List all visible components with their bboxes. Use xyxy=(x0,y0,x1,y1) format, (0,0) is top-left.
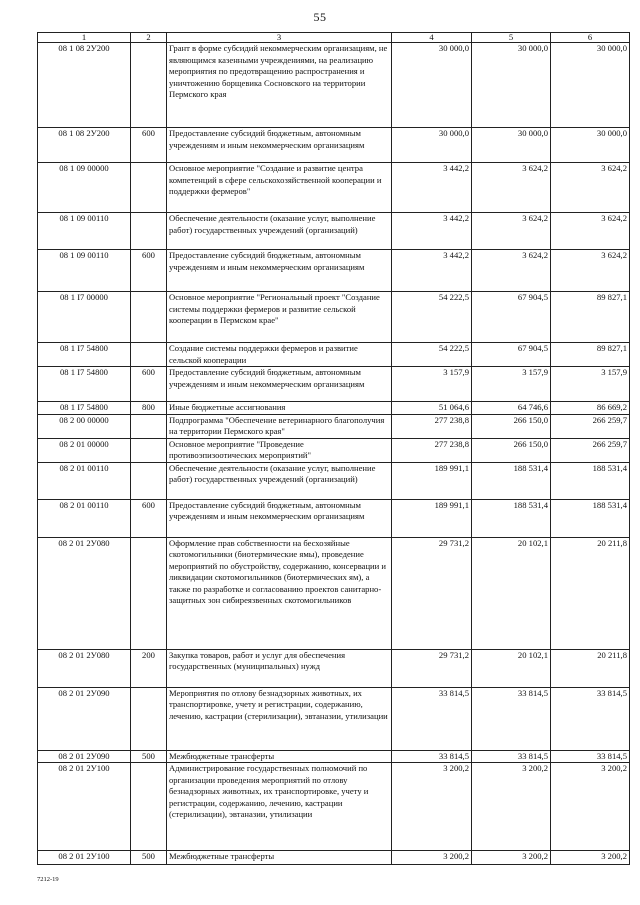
amount-year3-cell: 3 624,2 xyxy=(551,250,630,292)
amount-year1-cell: 189 991,1 xyxy=(392,499,472,537)
amount-year2-cell: 3 200,2 xyxy=(472,851,551,865)
kbk-code-cell: 08 2 01 2У080 xyxy=(38,649,131,687)
table-row xyxy=(38,499,630,537)
amount-year3-cell: 3 624,2 xyxy=(551,213,630,250)
table-row xyxy=(38,414,630,438)
amount-year1-cell: 189 991,1 xyxy=(392,462,472,499)
item-name-cell: Оформление прав собственности на бесхозяйные скотомогильники (биотермические ямы), проведение мероприятий по обустройству, содержанию, консервации и ликвидации скотомогильников (биотермических ям), а также по разработке и согласованию проектов санитарно-защитных зон сибиреязвенных скотомогильников xyxy=(167,537,392,649)
page-number: 55 xyxy=(313,10,327,24)
amount-year2-cell: 3 624,2 xyxy=(472,213,551,250)
amount-year2-cell: 3 200,2 xyxy=(472,763,551,851)
table-row xyxy=(38,687,630,750)
table-row xyxy=(38,163,630,213)
amount-year3-cell: 30 000,0 xyxy=(551,43,630,128)
amount-year1-cell: 277 238,8 xyxy=(392,414,472,438)
item-name-cell: Основное мероприятие "Создание и развитие центра компетенций в сфере сельскохозяйственной кооперации и поддержки фермеров" xyxy=(167,163,392,213)
item-name-cell: Предоставление субсидий бюджетным, автономным учреждениям и иным некоммерческим организациям xyxy=(167,367,392,402)
amount-year2-cell: 64 746,6 xyxy=(472,402,551,415)
expense-type-cell: 600 xyxy=(131,250,167,292)
kbk-code-cell: 08 1 09 00000 xyxy=(38,163,131,213)
amount-year3-cell: 188 531,4 xyxy=(551,462,630,499)
amount-year1-cell: 3 442,2 xyxy=(392,250,472,292)
item-name-cell: Обеспечение деятельности (оказание услуг, выполнение работ) государственных учреждений (организаций) xyxy=(167,462,392,499)
amount-year2-cell: 30 000,0 xyxy=(472,43,551,128)
expense-type-cell xyxy=(131,687,167,750)
table-row xyxy=(38,462,630,499)
item-name-cell: Межбюджетные трансферты xyxy=(167,851,392,865)
amount-year3-cell: 3 157,9 xyxy=(551,367,630,402)
amount-year3-cell: 89 827,1 xyxy=(551,292,630,343)
column-header: 1 xyxy=(38,33,131,43)
amount-year2-cell: 20 102,1 xyxy=(472,537,551,649)
item-name-cell: Предоставление субсидий бюджетным, автономным учреждениям и иным некоммерческим организациям xyxy=(167,499,392,537)
amount-year3-cell: 3 200,2 xyxy=(551,851,630,865)
item-name-cell: Обеспечение деятельности (оказание услуг, выполнение работ) государственных учреждений (организаций) xyxy=(167,213,392,250)
kbk-code-cell: 08 1 08 2У200 xyxy=(38,43,131,128)
table-row xyxy=(38,367,630,402)
table-row xyxy=(38,128,630,163)
amount-year2-cell: 266 150,0 xyxy=(472,414,551,438)
amount-year3-cell: 3 624,2 xyxy=(551,163,630,213)
table-row xyxy=(38,438,630,462)
expense-type-cell: 600 xyxy=(131,128,167,163)
expense-type-cell xyxy=(131,213,167,250)
item-name-cell: Создание системы поддержки фермеров и развитие сельской кооперации xyxy=(167,343,392,367)
amount-year2-cell: 188 531,4 xyxy=(472,499,551,537)
amount-year1-cell: 51 064,6 xyxy=(392,402,472,415)
kbk-code-cell: 08 1 I7 54800 xyxy=(38,367,131,402)
kbk-code-cell: 08 1 09 00110 xyxy=(38,213,131,250)
amount-year3-cell: 86 669,2 xyxy=(551,402,630,415)
amount-year3-cell: 3 200,2 xyxy=(551,763,630,851)
amount-year1-cell: 30 000,0 xyxy=(392,128,472,163)
kbk-code-cell: 08 2 01 2У090 xyxy=(38,687,131,750)
expense-type-cell: 800 xyxy=(131,402,167,415)
expense-type-cell: 600 xyxy=(131,367,167,402)
item-name-cell: Основное мероприятие "Региональный проект "Создание системы поддержки фермеров и развитие сельской кооперации в Пермском крае" xyxy=(167,292,392,343)
amount-year3-cell: 20 211,8 xyxy=(551,537,630,649)
item-name-cell: Межбюджетные трансферты xyxy=(167,750,392,763)
amount-year2-cell: 3 624,2 xyxy=(472,163,551,213)
amount-year2-cell: 188 531,4 xyxy=(472,462,551,499)
amount-year1-cell: 3 157,9 xyxy=(392,367,472,402)
amount-year1-cell: 54 222,5 xyxy=(392,292,472,343)
table-row xyxy=(38,750,630,763)
kbk-code-cell: 08 1 I7 54800 xyxy=(38,402,131,415)
expense-type-cell: 200 xyxy=(131,649,167,687)
table-row xyxy=(38,292,630,343)
kbk-code-cell: 08 1 08 2У200 xyxy=(38,128,131,163)
document-code: 7212-19 xyxy=(37,876,59,883)
amount-year3-cell: 30 000,0 xyxy=(551,128,630,163)
column-header: 6 xyxy=(551,33,630,43)
amount-year1-cell: 29 731,2 xyxy=(392,649,472,687)
table-header-row xyxy=(38,33,630,43)
amount-year2-cell: 33 814,5 xyxy=(472,750,551,763)
amount-year2-cell: 33 814,5 xyxy=(472,687,551,750)
expense-type-cell xyxy=(131,414,167,438)
amount-year1-cell: 3 442,2 xyxy=(392,163,472,213)
expense-type-cell: 500 xyxy=(131,851,167,865)
expense-type-cell xyxy=(131,438,167,462)
table-row xyxy=(38,250,630,292)
expense-type-cell: 600 xyxy=(131,499,167,537)
kbk-code-cell: 08 1 09 00110 xyxy=(38,250,131,292)
expense-type-cell xyxy=(131,763,167,851)
kbk-code-cell: 08 2 01 2У100 xyxy=(38,763,131,851)
kbk-code-cell: 08 2 01 2У100 xyxy=(38,851,131,865)
table-row xyxy=(38,43,630,128)
amount-year3-cell: 266 259,7 xyxy=(551,438,630,462)
amount-year1-cell: 3 200,2 xyxy=(392,763,472,851)
kbk-code-cell: 08 2 01 00000 xyxy=(38,438,131,462)
kbk-code-cell: 08 1 I7 00000 xyxy=(38,292,131,343)
amount-year3-cell: 266 259,7 xyxy=(551,414,630,438)
amount-year2-cell: 3 157,9 xyxy=(472,367,551,402)
item-name-cell: Грант в форме субсидий некоммерческим организациям, не являющимся казенными учреждениями, на реализацию мероприятия по предотвращению распространения и уничтожению борщевика Сосновского на территории Пермского края xyxy=(167,43,392,128)
kbk-code-cell: 08 2 00 00000 xyxy=(38,414,131,438)
kbk-code-cell: 08 2 01 2У080 xyxy=(38,537,131,649)
item-name-cell: Администрирование государственных полномочий по организации проведения мероприятий по отлову безнадзорных животных, их транспортировке, учету и регистрации, содержанию, лечению, кастрации (стерилизации), эвтаназии, утилизации xyxy=(167,763,392,851)
amount-year2-cell: 3 624,2 xyxy=(472,250,551,292)
amount-year1-cell: 33 814,5 xyxy=(392,687,472,750)
amount-year1-cell: 3 442,2 xyxy=(392,213,472,250)
amount-year3-cell: 89 827,1 xyxy=(551,343,630,367)
kbk-code-cell: 08 2 01 2У090 xyxy=(38,750,131,763)
item-name-cell: Предоставление субсидий бюджетным, автономным учреждениям и иным некоммерческим организациям xyxy=(167,128,392,163)
amount-year3-cell: 188 531,4 xyxy=(551,499,630,537)
table-row xyxy=(38,402,630,415)
amount-year1-cell: 30 000,0 xyxy=(392,43,472,128)
amount-year2-cell: 266 150,0 xyxy=(472,438,551,462)
amount-year2-cell: 67 904,5 xyxy=(472,343,551,367)
expense-type-cell xyxy=(131,43,167,128)
column-header: 5 xyxy=(472,33,551,43)
table-row xyxy=(38,343,630,367)
budget-table xyxy=(37,32,630,865)
amount-year1-cell: 3 200,2 xyxy=(392,851,472,865)
item-name-cell: Предоставление субсидий бюджетным, автономным учреждениям и иным некоммерческим организациям xyxy=(167,250,392,292)
column-header: 4 xyxy=(392,33,472,43)
column-header: 3 xyxy=(167,33,392,43)
item-name-cell: Подпрограмма "Обеспечение ветеринарного благополучия на территории Пермского края" xyxy=(167,414,392,438)
amount-year1-cell: 277 238,8 xyxy=(392,438,472,462)
expense-type-cell xyxy=(131,163,167,213)
amount-year3-cell: 20 211,8 xyxy=(551,649,630,687)
expense-type-cell: 500 xyxy=(131,750,167,763)
table-row xyxy=(38,649,630,687)
amount-year1-cell: 33 814,5 xyxy=(392,750,472,763)
kbk-code-cell: 08 1 I7 54800 xyxy=(38,343,131,367)
amount-year2-cell: 20 102,1 xyxy=(472,649,551,687)
column-header: 2 xyxy=(131,33,167,43)
amount-year3-cell: 33 814,5 xyxy=(551,687,630,750)
item-name-cell: Иные бюджетные ассигнования xyxy=(167,402,392,415)
kbk-code-cell: 08 2 01 00110 xyxy=(38,499,131,537)
table-row xyxy=(38,851,630,865)
expense-type-cell xyxy=(131,537,167,649)
expense-type-cell xyxy=(131,292,167,343)
item-name-cell: Мероприятия по отлову безнадзорных животных, их транспортировке, учету и регистрации, содержанию, лечению, кастрации (стерилизации), эвтаназии, утилизации xyxy=(167,687,392,750)
amount-year2-cell: 30 000,0 xyxy=(472,128,551,163)
amount-year2-cell: 67 904,5 xyxy=(472,292,551,343)
item-name-cell: Закупка товаров, работ и услуг для обеспечения государственных (муниципальных) нужд xyxy=(167,649,392,687)
expense-type-cell xyxy=(131,343,167,367)
expense-type-cell xyxy=(131,462,167,499)
table-row xyxy=(38,763,630,851)
table-row xyxy=(38,537,630,649)
amount-year3-cell: 33 814,5 xyxy=(551,750,630,763)
amount-year1-cell: 54 222,5 xyxy=(392,343,472,367)
amount-year1-cell: 29 731,2 xyxy=(392,537,472,649)
kbk-code-cell: 08 2 01 00110 xyxy=(38,462,131,499)
table-row xyxy=(38,213,630,250)
item-name-cell: Основное мероприятие "Проведение противоэпизоотических мероприятий" xyxy=(167,438,392,462)
